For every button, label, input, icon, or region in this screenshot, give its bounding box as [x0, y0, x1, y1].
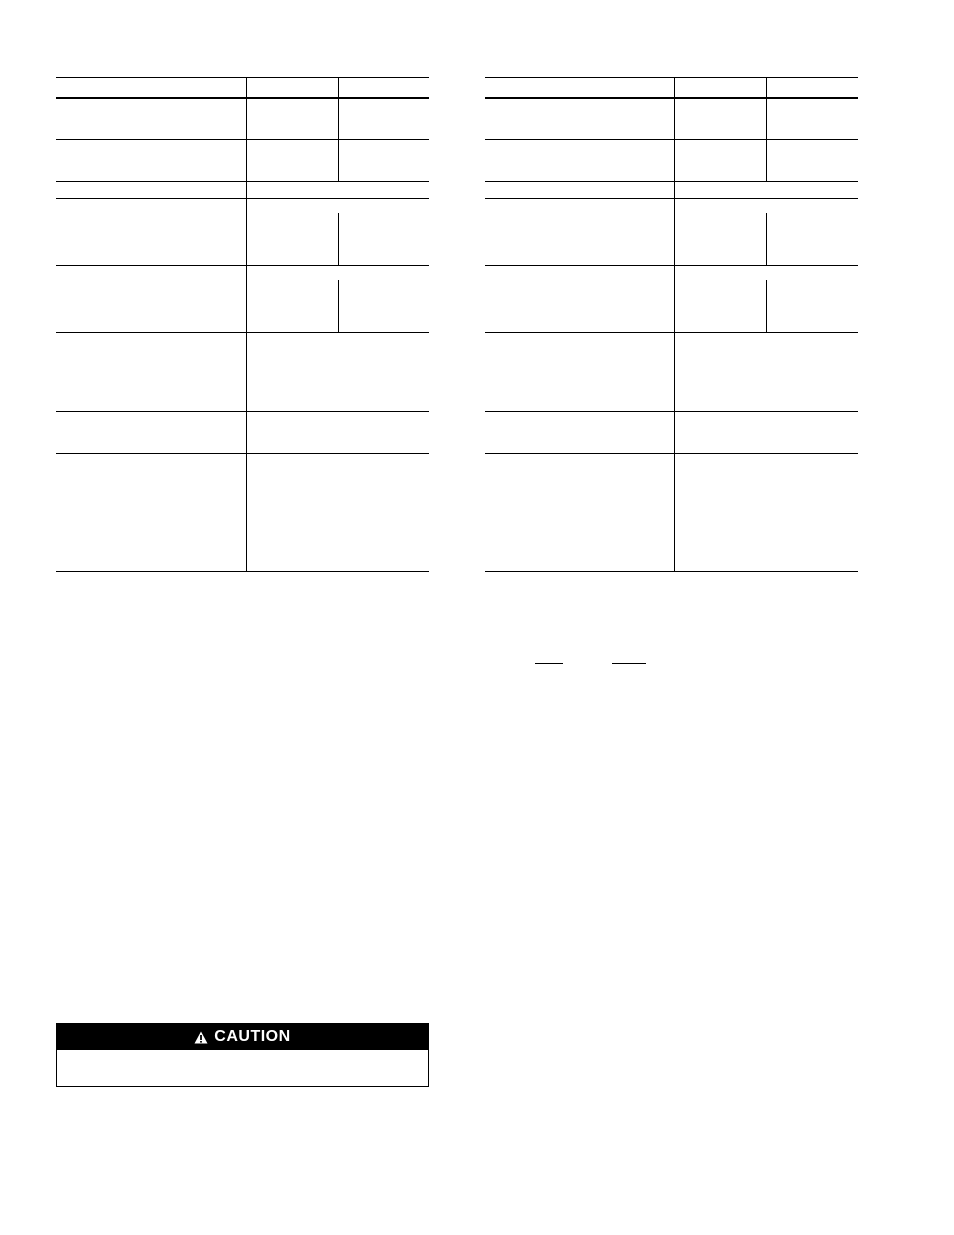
column-divider [766, 77, 767, 181]
table-rule [485, 453, 858, 454]
table-rule [485, 139, 858, 140]
caution-title: CAUTION [214, 1028, 291, 1045]
table-rule [485, 332, 858, 333]
column-divider [766, 280, 767, 332]
table-rule [485, 198, 858, 199]
table-rule [485, 411, 858, 412]
table-rule [485, 181, 858, 182]
caution-body [57, 1050, 428, 1086]
fraction-bar [612, 663, 646, 664]
column-divider [674, 77, 675, 572]
warning-triangle-icon [194, 1031, 208, 1044]
fraction-bar [535, 663, 563, 664]
caution-header [57, 1024, 428, 1050]
column-divider [766, 213, 767, 265]
table-rule [485, 571, 858, 572]
table-rule [485, 265, 858, 266]
table-rule [485, 77, 858, 78]
caution-box [56, 1023, 429, 1087]
table-header-rule [485, 97, 858, 99]
